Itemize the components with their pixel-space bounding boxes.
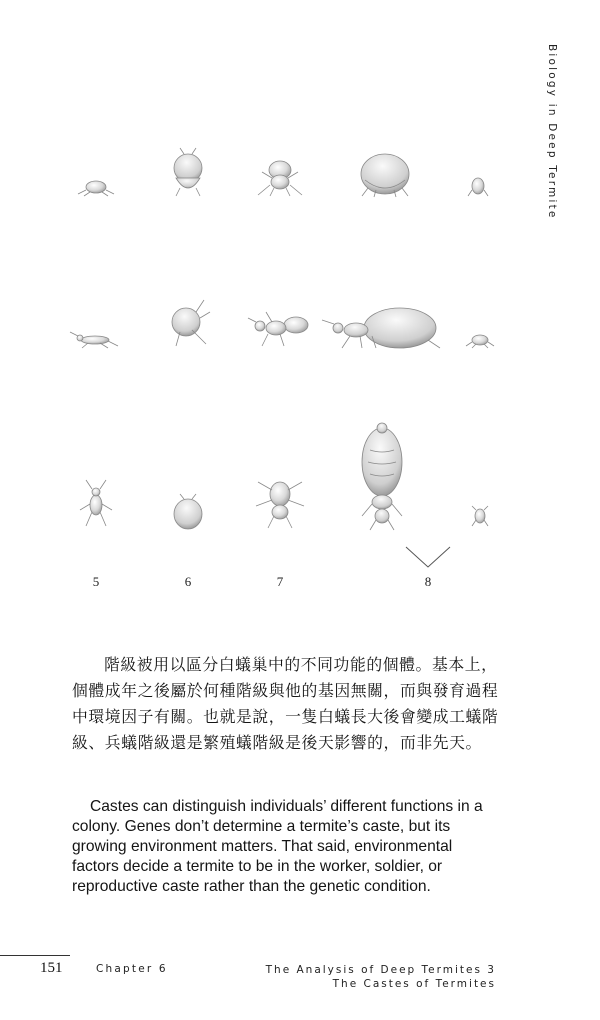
side-running-title: Biology in Deep Termite bbox=[546, 44, 558, 220]
termite-r2-c3 bbox=[248, 312, 308, 346]
running-line-1: The Analysis of Deep Termites 3 bbox=[265, 964, 496, 976]
running-header bbox=[266, 963, 496, 991]
termite-r2-c1 bbox=[70, 332, 118, 348]
figure-label-5: 5 bbox=[92, 574, 100, 589]
figure-label-8: 8 bbox=[424, 574, 432, 589]
termite-r1-c4 bbox=[361, 154, 409, 197]
termite-r3-c3 bbox=[256, 482, 304, 528]
termite-r2-c4 bbox=[322, 308, 440, 348]
footer-rule bbox=[0, 955, 70, 956]
english-paragraph: Castes can distinguish individuals’ different functions in a colony. Genes don’t determine a termite’s caste, but its growing environment matters. That said, environmental factors decide a termite to be in the worker, soldier, or reproductive caste rather than the genetic condition. bbox=[72, 798, 483, 895]
termite-r1-c2 bbox=[174, 148, 202, 196]
termite-r3-c1 bbox=[80, 480, 112, 526]
page-number: 151 bbox=[40, 960, 63, 976]
termite-r2-c5 bbox=[466, 335, 494, 348]
termite-r3-c5 bbox=[472, 506, 488, 526]
termite-r1-c1 bbox=[78, 181, 114, 196]
termite-r3-c4 bbox=[362, 423, 402, 530]
bracket-mark bbox=[406, 547, 450, 567]
termite-r3-c2 bbox=[174, 494, 202, 529]
figure-label-6: 6 bbox=[184, 574, 192, 589]
termite-r2-c2 bbox=[172, 300, 210, 346]
termite-r1-c3 bbox=[258, 161, 302, 196]
termite-r1-c5 bbox=[468, 178, 488, 196]
chinese-paragraph: 階級被用以區分白蟻巢中的不同功能的個體。基本上，個體成年之後屬於何種階級與他的基因無關，而與發育過程中環境因子有關。也就是說，一隻白蟻長大後會變成工蟻階級、兵蟻階級還是繁殖蟻階級是後天影響的，而非先天。 bbox=[72, 655, 499, 752]
chapter-label: Chapter 6 bbox=[96, 963, 168, 975]
running-line-2: The Castes of Termites bbox=[332, 978, 496, 990]
figure-label-7: 7 bbox=[276, 574, 284, 589]
